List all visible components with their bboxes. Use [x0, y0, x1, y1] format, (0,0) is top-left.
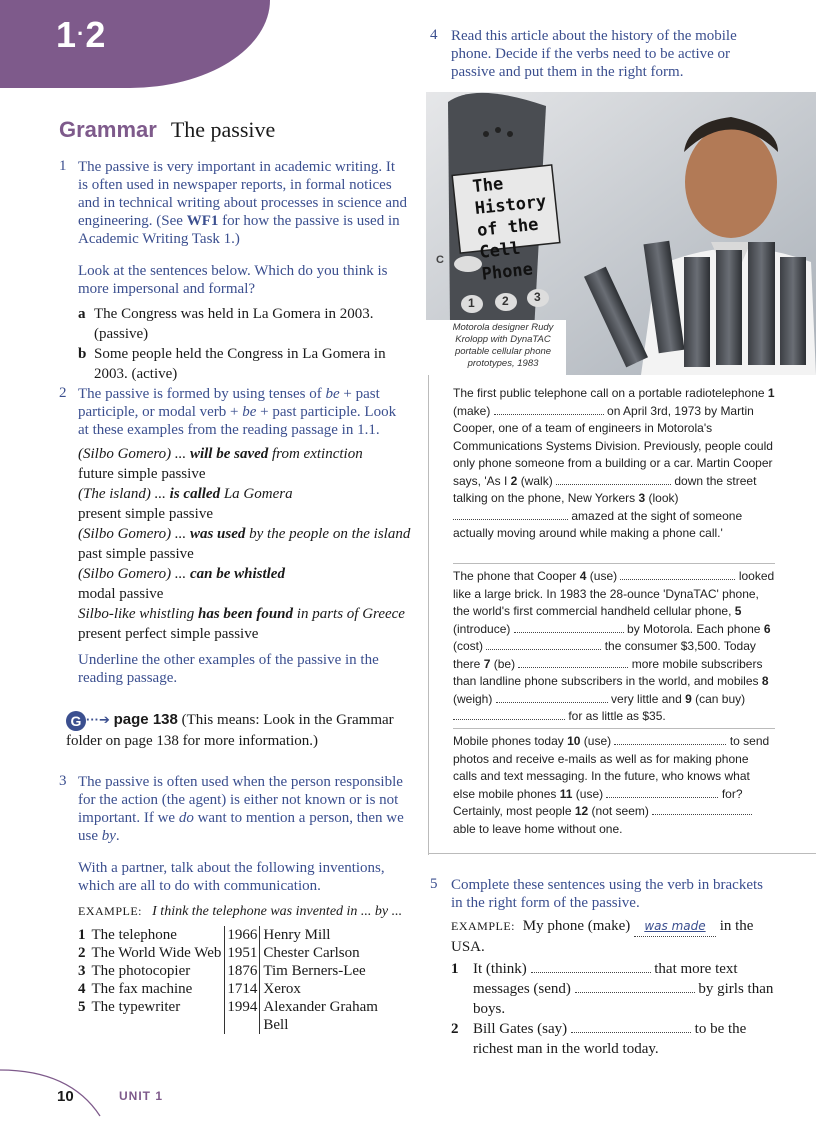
article-border	[428, 375, 429, 855]
answer-blank[interactable]	[531, 962, 651, 973]
photo-title: The History of the Cell Phone	[471, 174, 548, 285]
ex1-item-b: b Some people held the Congress in La Gomera in 2003. (active)	[78, 346, 386, 382]
phone-key-c: C	[436, 254, 444, 266]
grammar-folder-badge: G	[66, 711, 86, 731]
answer-blank[interactable]	[453, 709, 565, 720]
ex5-text: Complete these sentences using the verb in brackets in the right form of the passive.	[451, 877, 763, 911]
unit-number: 1·2	[56, 14, 107, 55]
article-paragraph-2: The phone that Cooper 4 (use) looked like a large brick. In 1983 the 28-ounce 'DynaTAC' phone, the world's first commercial handheld cellular phone, 5 (introduce) by Motorola. Each phone 6 (cost) the consumer $3,500. Today there 7 (be) more mobile subscribers than landline phone subscribers in the world, and mobiles 8 (weigh) very little and 9 (can buy) for as little as $35.	[453, 569, 775, 723]
ex1-items	[78, 304, 408, 384]
grammar-reference-note: (This means: Look in the Grammar folder on page 138 for more information.)	[66, 712, 394, 749]
answer-blank[interactable]	[571, 1022, 691, 1033]
grammar-heading: Grammar The passive	[59, 117, 276, 142]
ex5-items	[451, 959, 776, 1059]
ex2-example-label: past simple passive	[78, 546, 194, 562]
answer-blank[interactable]	[494, 404, 604, 415]
ex2-underline-instruction: Underline the other examples of the passive in the reading passage.	[78, 652, 379, 686]
ex2-examples	[78, 444, 413, 644]
ex5-item-2: 2 Bill Gates (say) to be the richest man in the world today.	[451, 1021, 747, 1057]
ex2-example-label: present simple passive	[78, 506, 213, 522]
photo-caption: Motorola designer Rudy Krolopp with DynaTAC portable cellular phone prototypes, 1983	[452, 322, 554, 369]
grammar-page-link[interactable]: page 138	[113, 711, 178, 728]
inventions-table	[75, 926, 386, 1034]
divider	[453, 728, 775, 729]
ex1-text: The passive is very important in academic writing. It is often used in newspaper reports, in formal notices and in technical writing about processes in science and engineering. (See WF1 for how the passive is used in Academic Writing Task 1.)	[78, 159, 408, 247]
ex1-number: 1	[59, 158, 67, 174]
ex3-number: 3	[59, 773, 67, 789]
answer-blank[interactable]	[486, 639, 601, 650]
article-paragraph-3: Mobile phones today 10 (use) to send photos and receive e-mails as well as for making phone calls and text messaging. In the future, who knows what else mobile phones 11 (use) for? Certainly, most people 12 (not seem) able to leave home without one.	[453, 734, 770, 836]
phone-key-3: 3	[534, 290, 541, 304]
ex5-number: 5	[430, 876, 438, 892]
ex2-example-label: present perfect simple passive	[78, 626, 259, 642]
table-row: 4 The fax machine 1714 Xerox	[78, 981, 301, 997]
ex2-example: (Silbo Gomero) ... was used by the people on the island	[78, 526, 411, 542]
ex5-example: EXAMPLE: My phone (make) was made in the USA.	[451, 918, 754, 955]
arrow-icon: ···➔	[86, 712, 110, 727]
answer-blank[interactable]	[606, 787, 718, 798]
ex4-text: Read this article about the history of the mobile phone. Decide if the verbs need to be active or passive and put them in the right form.	[451, 28, 737, 80]
footer-unit-label: UNIT 1	[119, 1089, 164, 1103]
ex3-example: EXAMPLE: I think the telephone was invented in ... by ...	[78, 904, 403, 919]
table-row: 3 The photocopier 1876 Tim Berners-Lee	[78, 963, 366, 979]
ex2-example-label: modal passive	[78, 586, 164, 602]
answer-blank[interactable]	[453, 509, 568, 520]
table-row: 1 The telephone 1966 Henry Mill	[78, 927, 331, 943]
answer-blank[interactable]	[556, 474, 671, 485]
ex2-example: (Silbo Gomero) ... will be saved from extinction	[78, 446, 363, 462]
ex2-example: Silbo-like whistling has been found in parts of Greece	[78, 606, 405, 622]
ex4-number: 4	[430, 27, 438, 43]
unit-header-banner	[0, 0, 270, 88]
ex3-text: The passive is often used when the person responsible for the action (the agent) is either not known or is not important. If we do want to mention a person, then we use by.	[78, 774, 404, 844]
ex1-question: Look at the sentences below. Which do you think is more impersonal and formal?	[78, 263, 388, 297]
page-number: 10	[57, 1088, 74, 1105]
article-paragraph-1: The first public telephone call on a portable radiotelephone 1 (make) on April 3rd, 1973 by Martin Cooper, one of a team of engineers in Motorola's Communications Systems Division. Previously, people could only phone someone from a building or a car. Martin Cooper says, 'As I 2 (walk) down the street talking on the phone, New Yorkers 3 (look) amazed at the sight of someone actually moving around while making a phone call.'	[453, 386, 775, 540]
footer-curve	[0, 1066, 110, 1123]
grammar-reference	[66, 710, 411, 751]
answer-blank[interactable]	[614, 734, 726, 745]
ex2-number: 2	[59, 385, 67, 401]
phone-key-1: 1	[468, 296, 475, 310]
answer-blank[interactable]	[518, 657, 628, 668]
answer-blank[interactable]	[652, 804, 752, 815]
ex2-example-label: future simple passive	[78, 466, 206, 482]
answer-blank[interactable]	[575, 982, 695, 993]
ex2-example: (Silbo Gomero) ... can be whistled	[78, 566, 285, 582]
ex1-item-a: a The Congress was held in La Gomera in 2003. (passive)	[78, 306, 374, 342]
ex2-example: (The island) ... is called La Gomera	[78, 486, 293, 502]
ex3-instruction: With a partner, talk about the following inventions, which are all to do with communication.	[78, 860, 385, 894]
table-row: 2 The World Wide Web 1951 Chester Carlson	[78, 945, 360, 961]
article-border-bottom	[428, 853, 816, 854]
cell-phone-history-photo	[426, 92, 816, 375]
answer-blank[interactable]	[620, 569, 735, 580]
example-answer: was made	[634, 916, 716, 937]
ex2-text: The passive is formed by using tenses of be + past participle, or modal verb + be + past participle. Look at these examples from the reading passage in 1.1.	[78, 386, 397, 438]
table-row: 5 The typewriter 1994 Alexander Graham Bell	[78, 999, 378, 1033]
answer-blank[interactable]	[496, 692, 608, 703]
ex5-item-1: 1 It (think) that more text messages (send) by girls than boys.	[451, 961, 774, 1017]
divider	[453, 563, 775, 564]
answer-blank[interactable]	[514, 622, 624, 633]
phone-key-2: 2	[502, 294, 509, 308]
